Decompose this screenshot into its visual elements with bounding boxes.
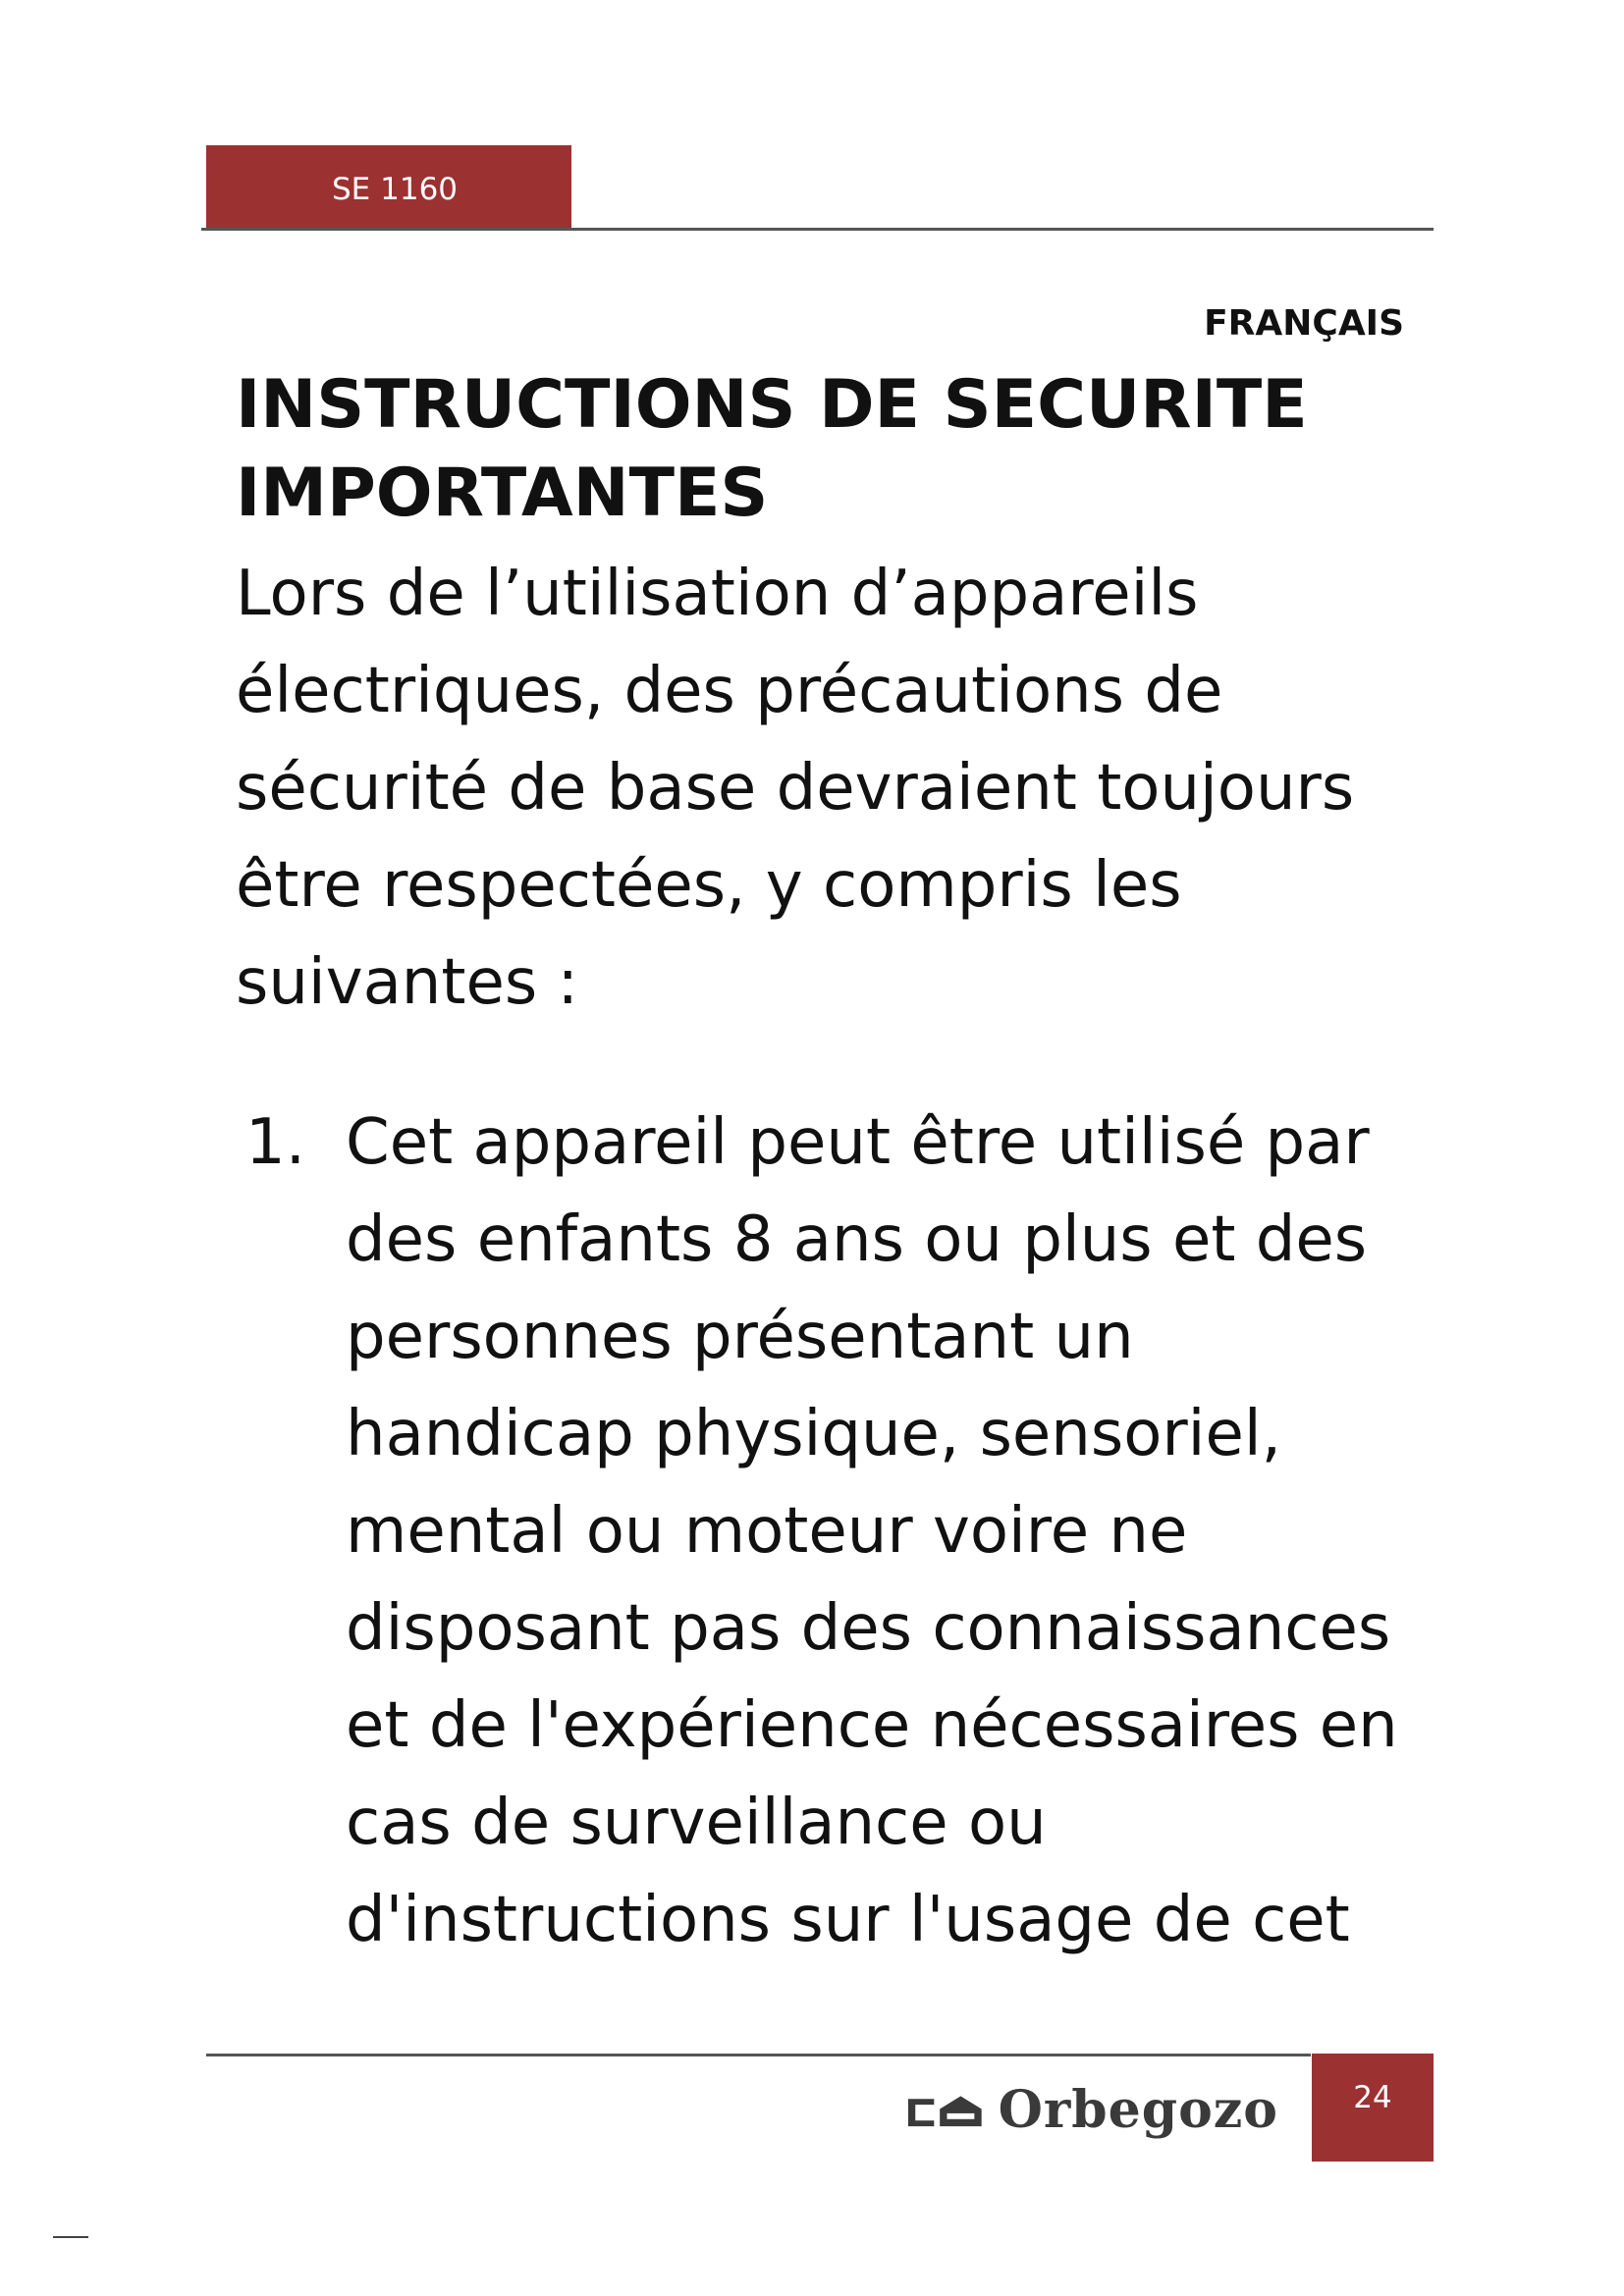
intro-paragraph: Lors de l’utilisation d’appareils électriques, des précautions de sécurité de base devraient toujours être respectées, y compris les suivantes : bbox=[236, 558, 1355, 1019]
footer-divider bbox=[206, 2054, 1311, 2056]
list-item-text: Cet appareil peut être utilisé par des enfants 8 ans ou plus et des personnes présentant un handicap physique, sensoriel, mental ou moteur voire ne disposant pas des connaissances et de l'expérience nécessaires en cas de surveillance ou d'instructions sur l'usage de cet bbox=[346, 1106, 1398, 1956]
model-number: SE 1160 bbox=[332, 172, 459, 207]
page-number-box bbox=[1312, 2054, 1434, 2162]
page-title: INSTRUCTIONS DE SECURITE IMPORTANTES bbox=[236, 366, 1308, 532]
header-model-tab bbox=[206, 145, 571, 230]
header-divider bbox=[201, 228, 1434, 231]
brand-logo bbox=[905, 2079, 1278, 2142]
language-label: FRANÇAIS bbox=[1204, 303, 1404, 344]
list-item-number: 1. bbox=[245, 1106, 306, 1179]
brand-name: Orbegozo bbox=[998, 2080, 1278, 2140]
corner-mark bbox=[53, 2236, 88, 2238]
brand-logo-icon bbox=[905, 2083, 985, 2138]
page-number: 24 bbox=[1353, 2080, 1392, 2115]
